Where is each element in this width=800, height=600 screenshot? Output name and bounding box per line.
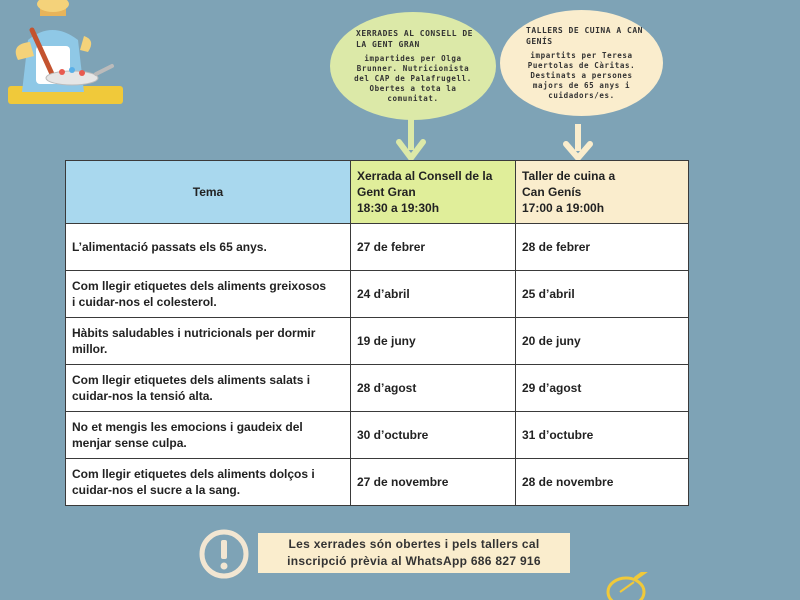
header-taller bbox=[516, 161, 689, 224]
table-header-row bbox=[66, 161, 689, 224]
registration-note-line1: Les xerrades són obertes i pels tallers cal bbox=[288, 537, 540, 551]
header-xerrada-line1: Xerrada al Consell de la bbox=[357, 169, 493, 183]
row-tema-line: No et mengis les emocions i gaudeix del bbox=[72, 420, 303, 434]
row-xerrada-date: 30 d’octubre bbox=[351, 412, 516, 459]
xerrades-bubble-text: impartides per Olga Brunner. Nutricionista del CAP de Palafrugell. Obertes a tota la comunitat. bbox=[354, 54, 472, 103]
header-taller-line2: Can Genís bbox=[522, 185, 582, 199]
tallers-bubble-text: impartits per Teresa Puertolas de Càritas. Destinats a persones majors de 65 anys i cuidadors/es. bbox=[527, 51, 636, 100]
row-tema-line: L’alimentació passats els 65 anys. bbox=[72, 240, 267, 254]
header-xerrada bbox=[351, 161, 516, 224]
whisk-icon bbox=[600, 572, 660, 600]
tallers-bubble-title: TALLERS DE CUINA A CAN GENÍS bbox=[526, 26, 643, 46]
table-row bbox=[66, 318, 689, 365]
arrow-down-icon bbox=[396, 116, 426, 160]
table-row bbox=[66, 412, 689, 459]
row-xerrada-date: 19 de juny bbox=[351, 318, 516, 365]
registration-note bbox=[258, 533, 570, 573]
row-tema bbox=[66, 224, 351, 271]
row-tema bbox=[66, 365, 351, 412]
schedule-table bbox=[65, 160, 689, 506]
row-tema bbox=[66, 412, 351, 459]
tallers-info-bubble bbox=[500, 10, 663, 116]
row-taller-date: 28 de febrer bbox=[516, 224, 689, 271]
row-tema-line: millor. bbox=[72, 342, 108, 356]
row-taller-date: 31 d’octubre bbox=[516, 412, 689, 459]
row-taller-date: 20 de juny bbox=[516, 318, 689, 365]
header-taller-line1: Taller de cuina a bbox=[522, 169, 616, 183]
row-tema bbox=[66, 318, 351, 365]
table-row bbox=[66, 271, 689, 318]
row-tema bbox=[66, 271, 351, 318]
registration-note-line2: inscripció prèvia al WhatsApp 686 827 916 bbox=[287, 554, 541, 568]
row-tema-line: Hàbits saludables i nutricionals per dormir bbox=[72, 326, 316, 340]
row-taller-date: 29 d’agost bbox=[516, 365, 689, 412]
table-row bbox=[66, 224, 689, 271]
table-row bbox=[66, 365, 689, 412]
xerrades-bubble-title: XERRADES AL CONSELL DE LA GENT GRAN bbox=[356, 29, 473, 49]
row-taller-date: 25 d’abril bbox=[516, 271, 689, 318]
row-tema-line: menjar sense culpa. bbox=[72, 436, 187, 450]
table-row bbox=[66, 459, 689, 506]
header-xerrada-line2: Gent Gran bbox=[357, 185, 416, 199]
arrow-down-icon bbox=[563, 124, 593, 160]
row-tema-line: i cuidar-nos el colesterol. bbox=[72, 295, 217, 309]
row-tema-line: Com llegir etiquetes dels aliments salats i bbox=[72, 373, 311, 387]
row-xerrada-date: 28 d’agost bbox=[351, 365, 516, 412]
header-taller-time: 17:00 a 19:00h bbox=[522, 201, 605, 215]
header-tema: Tema bbox=[66, 161, 351, 224]
row-tema-line: Com llegir etiquetes dels aliments dolços i bbox=[72, 467, 315, 481]
row-xerrada-date: 27 de febrer bbox=[351, 224, 516, 271]
row-taller-date: 28 de novembre bbox=[516, 459, 689, 506]
row-xerrada-date: 27 de novembre bbox=[351, 459, 516, 506]
row-tema-line: cuidar-nos el sucre a la sang. bbox=[72, 483, 241, 497]
exclamation-circle-icon bbox=[198, 528, 250, 580]
xerrades-info-bubble bbox=[330, 12, 496, 120]
row-xerrada-date: 24 d’abril bbox=[351, 271, 516, 318]
cook-illustration-icon bbox=[0, 0, 130, 110]
row-tema bbox=[66, 459, 351, 506]
row-tema-line: Com llegir etiquetes dels aliments greixosos bbox=[72, 279, 327, 293]
row-tema-line: cuidar-nos la tensió alta. bbox=[72, 389, 213, 403]
header-xerrada-time: 18:30 a 19:30h bbox=[357, 201, 440, 215]
